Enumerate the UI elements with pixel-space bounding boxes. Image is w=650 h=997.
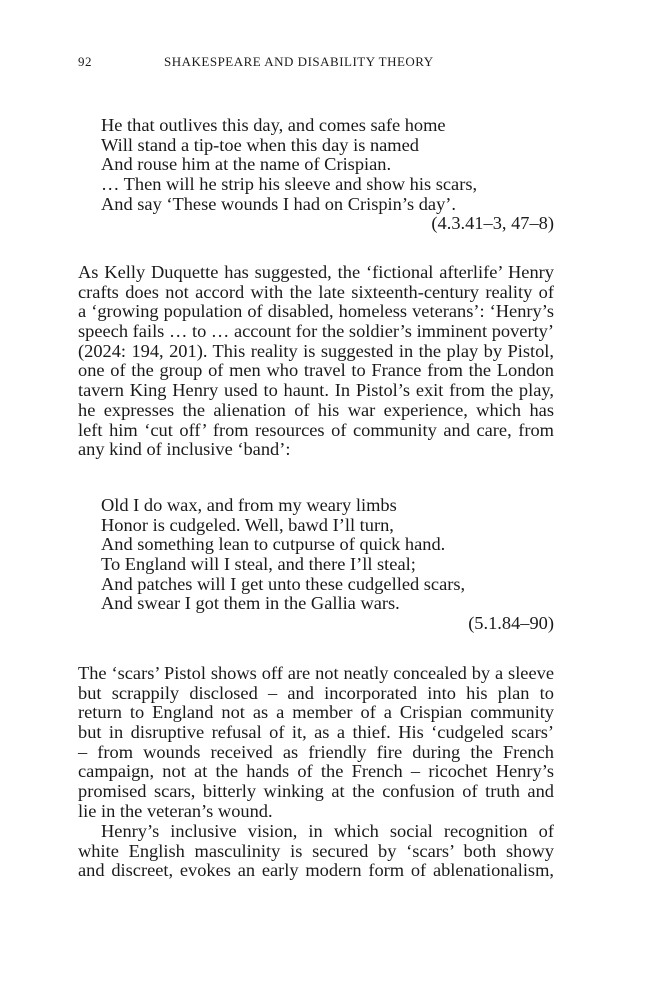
running-title: SHAKESPEARE AND DISABILITY THEORY — [164, 54, 434, 69]
citation: (5.1.84–90) — [468, 613, 554, 634]
verse-line: And say ‘These wounds I had on Crispin’s day’. — [101, 193, 456, 214]
text-line: As Kelly Duquette has suggested, the ‘fictional afterlife’ Henry — [78, 262, 554, 282]
verse-line: Will stand a tip-toe when this day is named — [101, 134, 419, 155]
verse-line: And rouse him at the name of Crispian. — [101, 154, 392, 175]
text-line: (2024: 194, 201). This reality is suggested in the play by Pistol, — [78, 340, 554, 361]
text-line: Henry’s inclusive vision, in which social recognition of — [101, 821, 554, 841]
text-line: campaign, not at the hands of the French – ricochet Henry’s — [78, 761, 554, 782]
text-line: one of the group of men who travel to France from the London — [78, 360, 554, 381]
verse-line: To England will I steal, and there I’ll steal; — [101, 554, 416, 575]
verse-line: Old I do wax, and from my weary limbs — [101, 495, 397, 515]
text-line: promised scars, bitterly winking at the confusion of truth and — [78, 781, 554, 802]
verse-line: And patches will I get unto these cudgelled scars, — [101, 573, 466, 594]
verse-line: He that outlives this day, and comes safe home — [101, 115, 446, 135]
text-line: tavern King Henry used to haunt. In Pistol’s exit from the play, — [78, 380, 554, 401]
paragraph — [78, 664, 554, 822]
page-number: 92 — [78, 54, 92, 69]
text-line: – from wounds received as friendly fire during the French — [78, 741, 554, 762]
block-quote-pistol — [78, 496, 554, 634]
verse-line: And something lean to cutpurse of quick hand. — [101, 534, 446, 555]
text-line: crafts does not accord with the late sixteenth-century reality of — [78, 281, 554, 302]
text-line: but scrappily disclosed – and incorporated into his plan to — [78, 682, 554, 703]
paragraph — [78, 263, 554, 460]
text-line: white English masculinity is secured by ‘scars’ both showy — [78, 840, 554, 861]
paragraph — [78, 822, 554, 881]
text-line: The ‘scars’ Pistol shows off are not neatly concealed by a sleeve — [78, 663, 554, 683]
verse-line: … Then will he strip his sleeve and show his scars, — [101, 174, 478, 195]
citation: (4.3.41–3, 47–8) — [431, 213, 554, 234]
block-quote-henry — [78, 116, 554, 234]
text-line: he expresses the alienation of his war experience, which has — [78, 399, 554, 420]
text-line: any kind of inclusive ‘band’: — [78, 439, 291, 460]
verse-line: And swear I got them in the Gallia wars. — [101, 593, 400, 614]
text-line: lie in the veteran’s wound. — [78, 800, 273, 821]
text-line: speech fails … to … account for the soldier’s imminent poverty’ — [78, 321, 554, 342]
text-line: a ‘growing population of disabled, homeless veterans’: ‘Henry’s — [78, 301, 554, 322]
text-line: left him ‘cut off’ from resources of community and care, from — [78, 419, 554, 440]
text-line: return to England not as a member of a Crispian community — [78, 702, 554, 723]
verse-line: Honor is cudgeled. Well, bawd I’ll turn, — [101, 514, 394, 535]
text-line: and discreet, evokes an early modern form of ablenationalism, — [78, 860, 554, 881]
text-line: but in disruptive refusal of it, as a thief. His ‘cudgeled scars’ — [78, 722, 554, 743]
